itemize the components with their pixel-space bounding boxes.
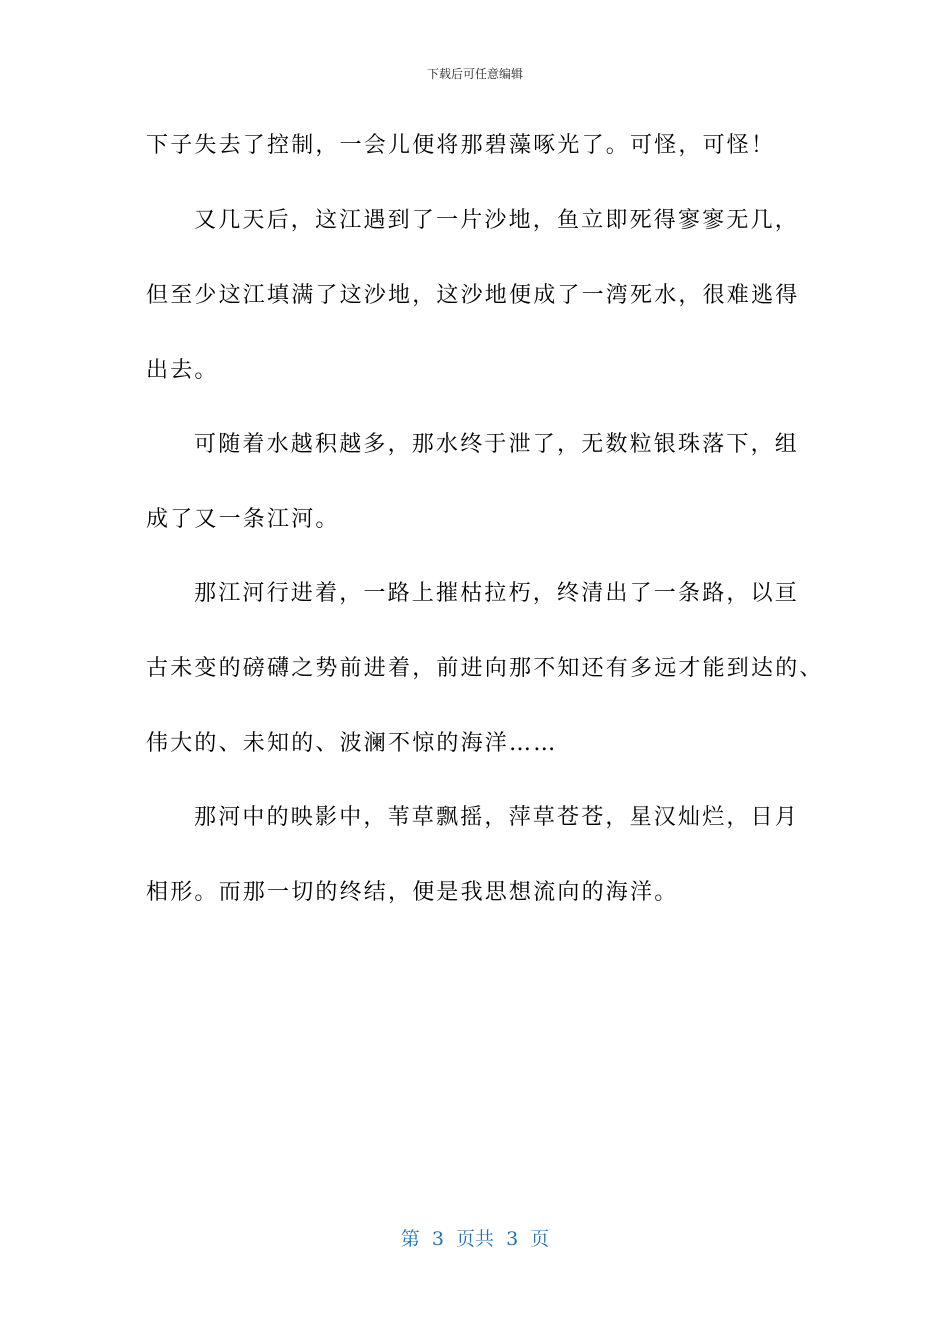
paragraph-start-line: 那河中的映影中，苇草飘摇，萍草苍苍，星汉灿烂，日月	[194, 805, 800, 830]
paragraph-start-line: 那江河行进着，一路上摧枯拉朽，终清出了一条路，以亘	[194, 581, 800, 606]
paragraph-start-line: 可随着水越积越多，那水终于泄了，无数粒银珠落下，组	[194, 432, 800, 457]
body-line: 出去。	[146, 358, 219, 383]
paragraph-start-line: 又几天后，这江遇到了一片沙地，鱼立即死得寥寥无几，	[194, 208, 800, 233]
body-line: 成了又一条江河。	[146, 507, 340, 532]
body-line: 下子失去了控制，一会儿便将那碧藻啄光了。可怪，可怪！	[146, 133, 776, 158]
page-number-footer: 第 3 页共 3 页	[400, 1228, 550, 1250]
body-line: 但至少这江填满了这沙地，这沙地便成了一湾死水，很难逃得	[146, 283, 800, 308]
page-header-note: 下载后可任意编辑	[426, 67, 523, 81]
body-line: 古未变的磅礴之势前进着，前进向那不知还有多远才能到达的、	[146, 656, 824, 681]
body-line: 相形。而那一切的终结，便是我思想流向的海洋。	[146, 880, 679, 905]
body-line: 伟大的、未知的、波澜不惊的海洋……	[146, 731, 558, 756]
